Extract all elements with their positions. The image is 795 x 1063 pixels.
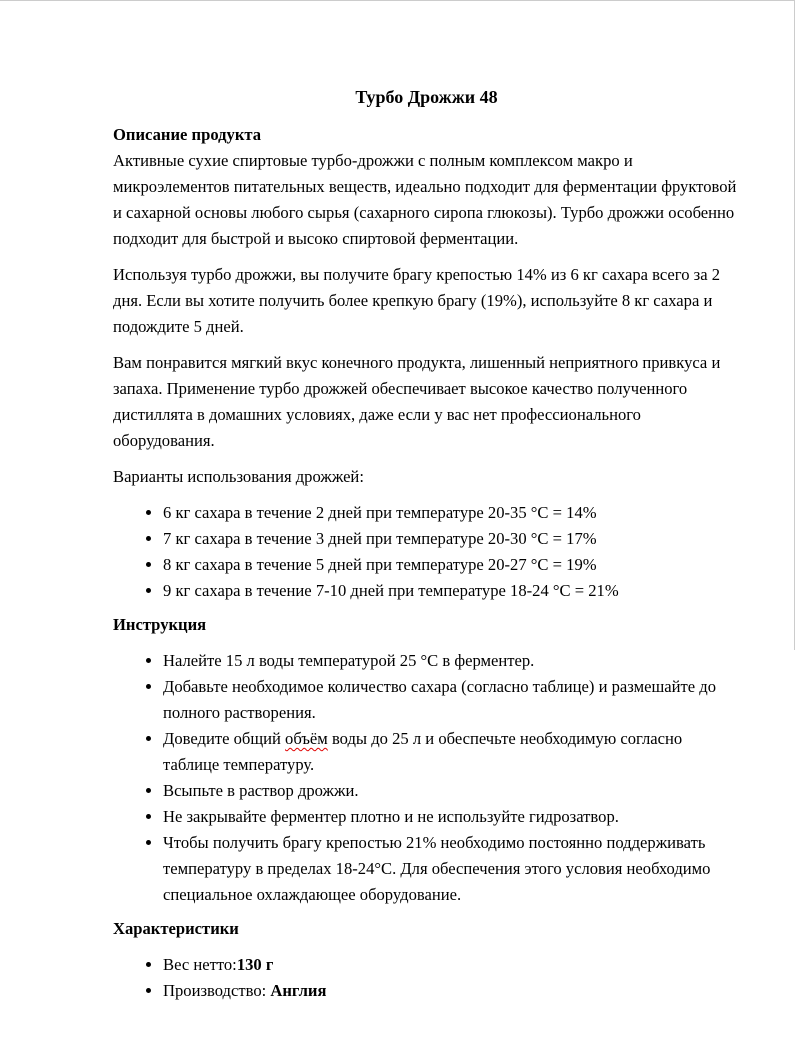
section-heading-characteristics: Характеристики xyxy=(113,919,239,938)
description-paragraph-3: Вам понравится мягкий вкус конечного продукта, лишенный неприятного привкуса и запаха. Применение турбо дрожжей обеспечивает высокое качество полученного дистиллята в домашних условиях, даже если у вас нет профессионального оборудования. xyxy=(113,353,721,450)
section-heading-instructions: Инструкция xyxy=(113,615,207,634)
section-heading-description: Описание продукта xyxy=(113,125,262,144)
instruction-step-5: • Не закрывайте ферментер плотно и не используйте гидрозатвор. xyxy=(163,804,740,830)
usage-lead: Варианты использования дрожжей: xyxy=(113,467,364,486)
description-paragraph-1: Активные сухие спиртовые турбо-дрожжи с полным комплексом макро и микроэлементов питательных веществ, идеально подходит для ферментации фруктовой и сахарной основы любого сырья (сахарного сиропа глюкозы). Турбо дрожжи особенно подходит для быстрой и высоко спиртовой ферментации. xyxy=(113,151,737,248)
characteristic-origin-value: Англия xyxy=(270,981,327,1000)
instruction-step-6: • Чтобы получить брагу крепостью 21% необходимо постоянно поддерживать температуру в пределах 18-24°C. Для обеспечения этого условия необходимо специальное охлаждающее оборудование. xyxy=(163,830,740,908)
usage-option-2: • 7 кг сахара в течение 3 дней при температуре 20-30 °C = 17% xyxy=(163,526,740,552)
instruction-step-4: • Всыпьте в раствор дрожжи. xyxy=(163,778,740,804)
instruction-step-3-before: Доведите общий xyxy=(163,729,286,748)
instruction-step-3-after: воды до 25 л и обеспечьте необходимую согласно таблице температуру. xyxy=(163,729,683,774)
characteristic-net-weight xyxy=(163,952,740,978)
characteristic-origin-label: Производство: xyxy=(163,981,271,1000)
instructions-list xyxy=(113,648,740,908)
characteristic-origin xyxy=(163,978,740,1004)
screen-edge-line-top xyxy=(0,0,795,1)
usage-option-3: • 8 кг сахара в течение 5 дней при температуре 20-27 °C = 19% xyxy=(163,552,740,578)
usage-option-4: • 9 кг сахара в течение 7-10 дней при температуре 18-24 °C = 21% xyxy=(163,578,740,604)
characteristics-list xyxy=(113,952,740,1004)
usage-options-list xyxy=(113,500,740,604)
instruction-step-2: • Добавьте необходимое количество сахара (согласно таблице) и размешайте до полного растворения. xyxy=(163,674,740,726)
characteristic-net-weight-value: 130 г xyxy=(236,955,274,974)
instruction-step-1: • Налейте 15 л воды температурой 25 °C в ферментер. xyxy=(163,648,740,674)
characteristic-net-weight-label: Вес нетто: xyxy=(163,955,237,974)
usage-option-1: • 6 кг сахара в течение 2 дней при температуре 20-35 °C = 14% xyxy=(163,500,740,526)
instruction-step-3 xyxy=(163,726,740,778)
misspelled-word: объём xyxy=(285,729,328,748)
description-paragraph-2: Используя турбо дрожжи, вы получите брагу крепостью 14% из 6 кг сахара всего за 2 дня. Если вы хотите получить более крепкую брагу (19%), используйте 8 кг сахара и подождите 5 дней. xyxy=(113,265,721,336)
document-title: Турбо Дрожжи 48 xyxy=(355,87,498,107)
